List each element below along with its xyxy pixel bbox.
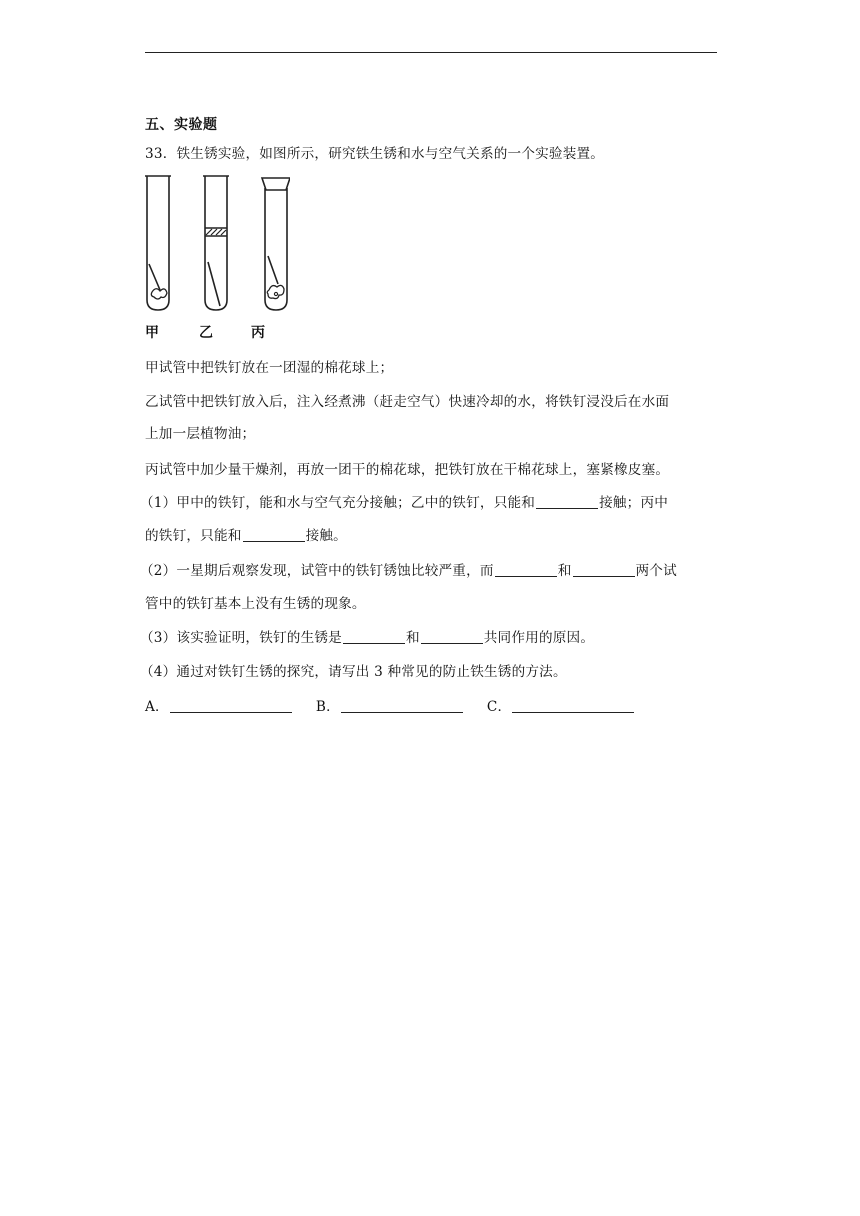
answer-options-line: [145, 695, 635, 715]
part-1-text-d: 接触。: [305, 528, 347, 544]
part-3-line: [140, 626, 594, 646]
part-1-text-a: （1）甲中的铁钉，能和水与空气充分接触；乙中的铁钉，只能和: [140, 495, 536, 511]
header-rule: [145, 52, 717, 53]
tube-jia: [145, 176, 171, 310]
option-b-label: B．: [315, 699, 340, 715]
tube-bing: [262, 178, 290, 310]
part-1-line2: [145, 524, 347, 544]
part-2-text-c: 两个试: [635, 563, 677, 579]
answer-blank-b[interactable]: [341, 698, 463, 713]
part-1-text-c: 的铁钉，只能和: [145, 528, 242, 544]
part-2-line1: [140, 559, 677, 579]
answer-blank-6[interactable]: [421, 629, 483, 644]
part-2-line2: 管中的铁钉基本上没有生锈的现象。: [145, 596, 366, 612]
part-1-text-b: 接触；丙中: [599, 495, 669, 511]
description-yi-line1: 乙试管中把铁钉放入后，注入经煮沸（赶走空气）快速冷却的水，将铁钉浸没后在水面: [145, 394, 670, 410]
part-3-text-a: （3）该实验证明，铁钉的生锈是: [140, 630, 342, 646]
test-tubes-figure: [140, 172, 290, 317]
tube-label-yi: 乙: [199, 325, 213, 341]
answer-blank-5[interactable]: [343, 629, 405, 644]
answer-blank-c[interactable]: [512, 698, 634, 713]
answer-blank-2[interactable]: [243, 527, 305, 542]
section-heading: 五、实验题: [145, 117, 218, 133]
answer-blank-4[interactable]: [573, 562, 635, 577]
description-jia: 甲试管中把铁钉放在一团湿的棉花球上；: [145, 360, 394, 376]
answer-blank-a[interactable]: [170, 698, 292, 713]
option-a-label: A．: [145, 699, 169, 715]
part-2-text-a: （2）一星期后观察发现，试管中的铁钉锈蚀比较严重，而: [140, 563, 494, 579]
tube-yi: [203, 176, 229, 310]
part-2-text-b: 和: [557, 563, 572, 579]
part-3-text-b: 和: [405, 630, 420, 646]
tube-label-jia: 甲: [145, 325, 159, 341]
part-3-text-c: 共同作用的原因。: [483, 630, 595, 646]
description-yi-line2: 上加一层植物油；: [145, 426, 256, 442]
part-4-line: （4）通过对铁钉生锈的探究，请写出 3 种常见的防止铁生锈的方法。: [140, 664, 567, 680]
part-1-line1: [140, 491, 668, 511]
answer-blank-1[interactable]: [536, 494, 598, 509]
tube-label-bing: 丙: [251, 325, 265, 341]
answer-blank-3[interactable]: [495, 562, 557, 577]
question-stem: 33．铁生锈实验，如图所示，研究铁生锈和水与空气关系的一个实验装置。: [145, 146, 605, 162]
option-c-label: C．: [486, 699, 512, 715]
description-bing: 丙试管中加少量干燥剂，再放一团干的棉花球，把铁钉放在干棉花球上，塞紧橡皮塞。: [145, 462, 670, 478]
